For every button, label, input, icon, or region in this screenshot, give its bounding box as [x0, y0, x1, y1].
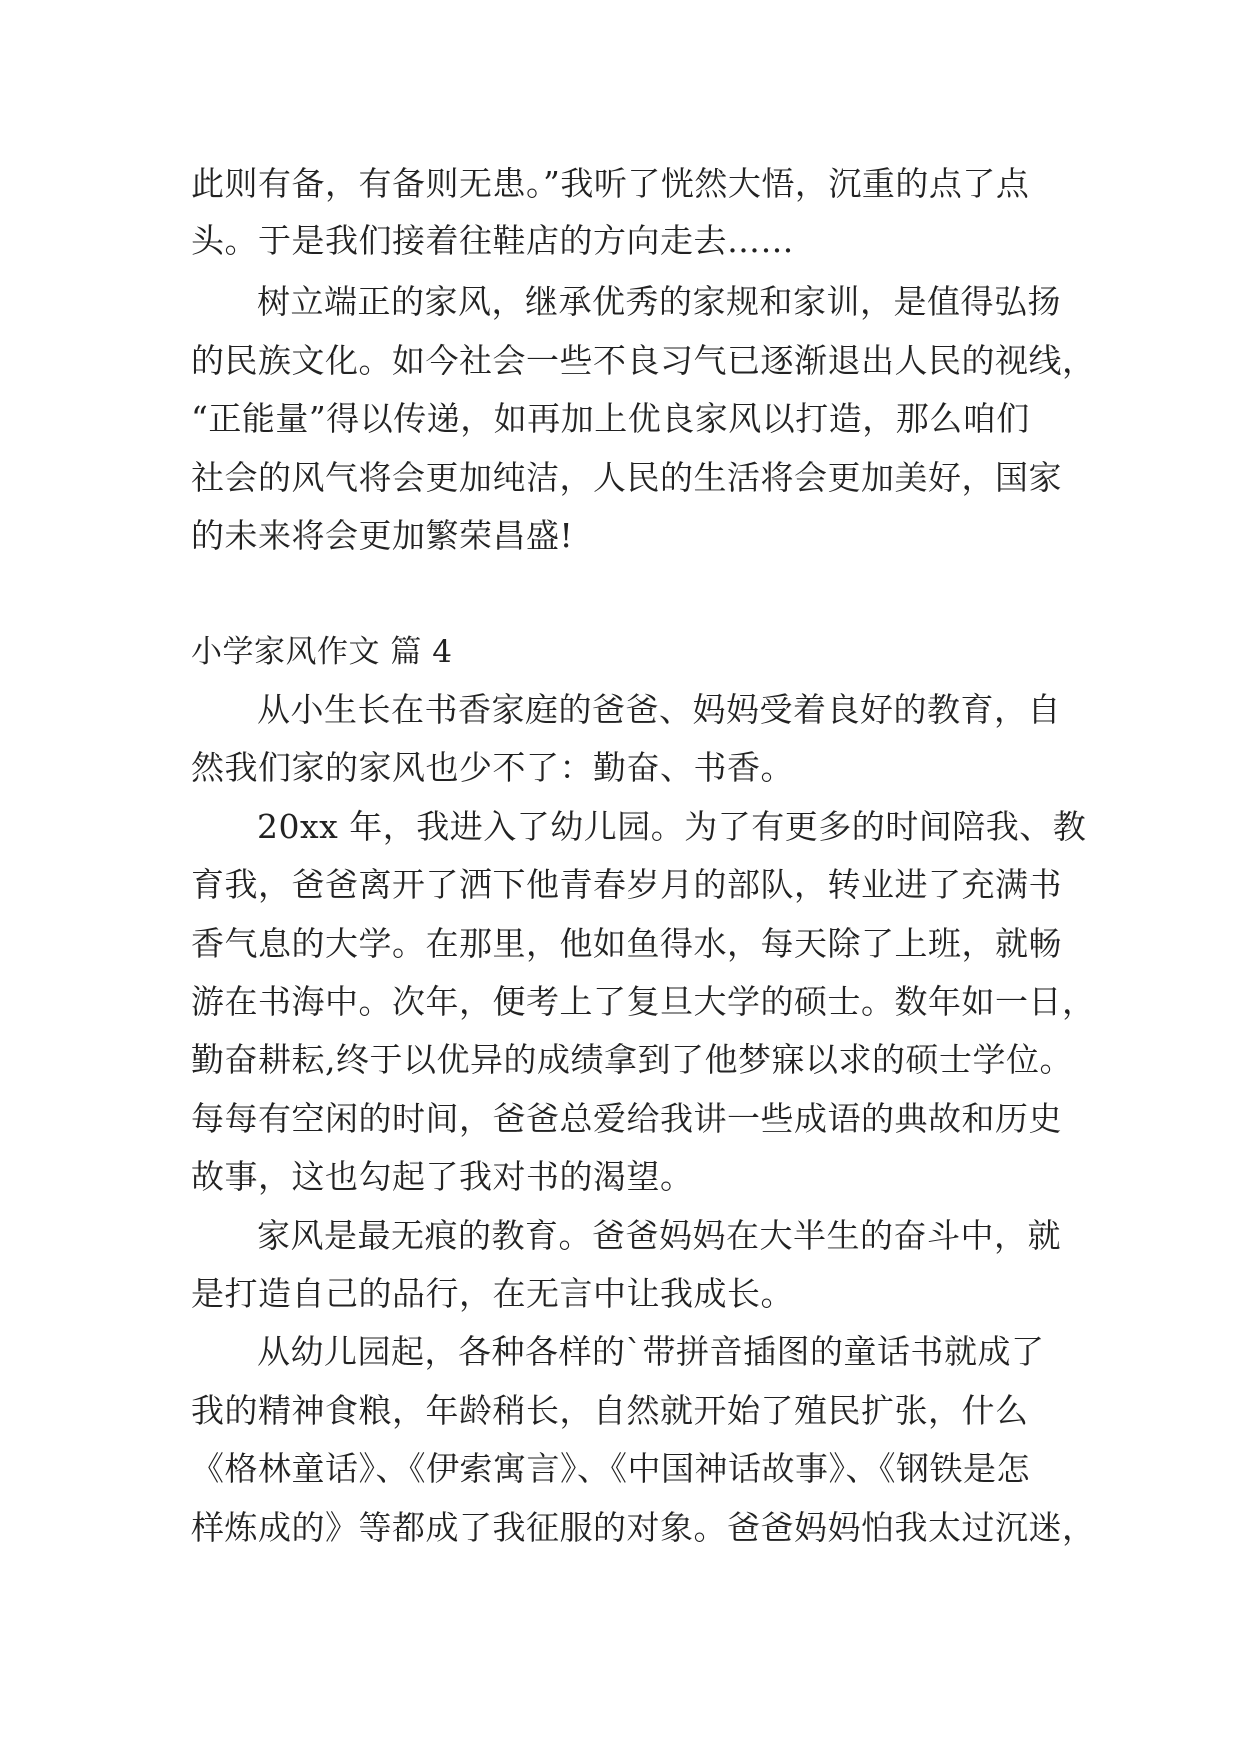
paragraph-line: 从小生长在书香家庭的爸爸、妈妈受着良好的教育，自: [257, 690, 1061, 729]
paragraph-line: 香气息的大学。在那里，他如鱼得水，每天除了上班，就畅: [191, 924, 1062, 963]
paragraph-line: 勤奋耕耘,终于以优异的成绩拿到了他梦寐以求的硕士学位。: [191, 1040, 1073, 1079]
paragraph-line: 《格林童话》、《伊索寓言》、《中国神话故事》、《钢铁是怎: [191, 1449, 1030, 1488]
paragraph-line: 家风是最无痕的教育。爸爸妈妈在大半生的奋斗中，就: [257, 1216, 1061, 1255]
paragraph-line: 此则有备，有备则无患。”我听了恍然大悟，沉重的点了点: [191, 164, 1030, 203]
paragraph-line: 的民族文化。如今社会一些不良习气已逐渐退出人民的视线，: [191, 341, 1096, 380]
paragraph-line: 游在书海中。次年，便考上了复旦大学的硕士。数年如一日，: [191, 982, 1096, 1021]
paragraph-line: 育我，爸爸离开了洒下他青春岁月的部队，转业进了充满书: [191, 865, 1062, 904]
paragraph-line: 每每有空闲的时间，爸爸总爱给我讲一些成语的典故和历史: [191, 1099, 1062, 1138]
paragraph-line: 我的精神食粮，年龄稍长，自然就开始了殖民扩张，什么: [191, 1391, 1029, 1430]
paragraph-line: 20xx 年，我进入了幼儿园。为了有更多的时间陪我、教: [257, 807, 1087, 846]
section-heading: 小学家风作文 篇 4: [191, 634, 453, 670]
paragraph-line: 从幼儿园起，各种各样的`带拼音插图的童话书就成了: [257, 1332, 1045, 1371]
paragraph-line: 故事，这也勾起了我对书的渴望。: [191, 1157, 694, 1196]
paragraph-line: 然我们家的家风也少不了：勤奋、书香。: [191, 748, 794, 787]
paragraph-line: 社会的风气将会更加纯洁，人民的生活将会更加美好，国家: [191, 458, 1062, 497]
paragraph-line: 头。于是我们接着往鞋店的方向走去……: [191, 221, 794, 260]
paragraph-line: 是打造自己的品行，在无言中让我成长。: [191, 1274, 794, 1313]
paragraph-line: 树立端正的家风，继承优秀的家规和家训，是值得弘扬: [257, 282, 1061, 321]
paragraph-line: 的未来将会更加繁荣昌盛!: [191, 516, 574, 555]
paragraph-line: 样炼成的》等都成了我征服的对象。爸爸妈妈怕我太过沉迷，: [191, 1508, 1096, 1547]
paragraph-line: “正能量”得以传递，如再加上优良家风以打造，那么咱们: [191, 399, 1030, 438]
